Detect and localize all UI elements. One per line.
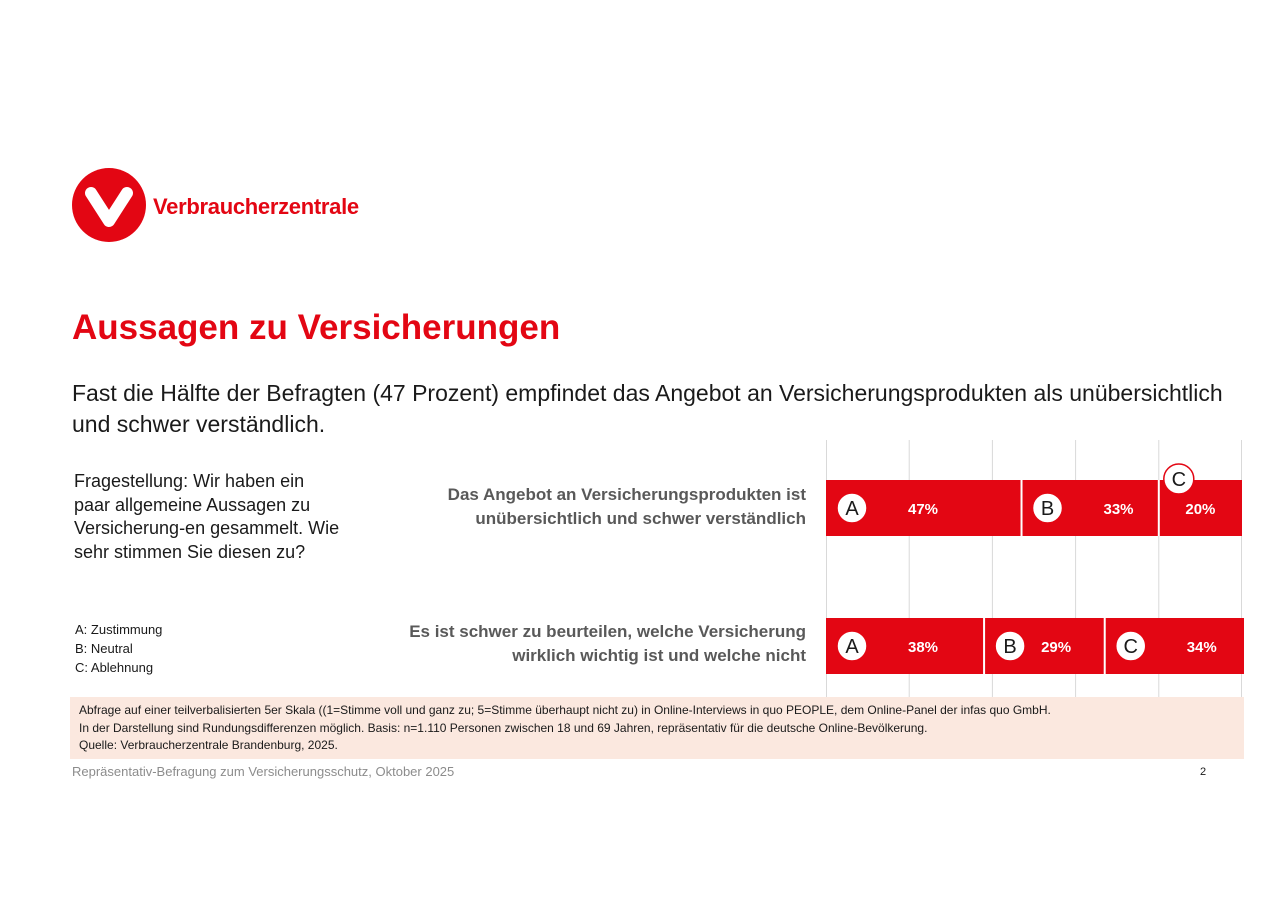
legend-item-b: B: Neutral bbox=[75, 641, 133, 656]
category-label-1 bbox=[306, 620, 806, 668]
category-label-line: Es ist schwer zu beurteilen, welche Versicherung bbox=[409, 622, 806, 641]
answer-legend bbox=[75, 620, 162, 677]
series-badge-letter: C bbox=[1171, 469, 1187, 491]
legend-item-a: A: Zustimmung bbox=[75, 622, 163, 637]
legend-item-c: C: Ablehnung bbox=[75, 660, 154, 675]
data-label: 20% bbox=[1185, 501, 1216, 518]
page-subtitle: Fast die Hälfte der Befragten (47 Prozent) empfindet das Angebot an Versicherungsprodukten als unübersichtlich und schwer verständlich. bbox=[72, 380, 1223, 437]
category-label-line: wirklich wichtig ist und welche nicht bbox=[512, 646, 806, 665]
page-title: Aussagen zu Versicherungen bbox=[72, 308, 561, 347]
category-label-line: unübersichtlich und schwer verständlich bbox=[475, 509, 806, 528]
footer-text: Repräsentativ-Befragung zum Versicherungsschutz, Oktober 2025 bbox=[72, 764, 455, 779]
category-label-line: Das Angebot an Versicherungsprodukten ist bbox=[447, 485, 806, 504]
data-label: 33% bbox=[1103, 501, 1134, 518]
category-label-0 bbox=[306, 483, 806, 531]
question-text: Fragestellung: Wir haben ein paar allgemeine Aussagen zu Versicherung-en gesammelt. Wie sehr stimmen Sie diesen zu? bbox=[74, 471, 340, 562]
note-line: Quelle: Verbraucherzentrale Brandenburg, 2025. bbox=[79, 738, 338, 752]
data-label: 47% bbox=[907, 501, 939, 518]
series-badge-letter: A bbox=[845, 636, 859, 658]
series-badge-letter: C bbox=[1123, 636, 1138, 658]
note-line: In der Darstellung sind Rundungsdifferenzen möglich. Basis: n=1.110 Personen zwischen 18 und 69 Jahren, repräsentativ für die deutsche Online-Bevölkerung. bbox=[79, 720, 928, 735]
data-label: 34% bbox=[1186, 639, 1217, 656]
note-line: Abfrage auf einer teilverbalisierten 5er Skala ((1=Stimme voll und ganz zu; 5=Stimme überhaupt nicht zu) in Online-Interviews in quo PEOPLE, dem Online-Panel der infas quo GmbH. bbox=[79, 703, 1051, 717]
data-label: 38% bbox=[907, 639, 939, 656]
series-badge-letter: B bbox=[1003, 636, 1017, 658]
methodology-note bbox=[70, 697, 1244, 759]
brand-name: Verbraucherzentrale bbox=[153, 194, 359, 219]
data-label: 29% bbox=[1041, 639, 1072, 656]
stacked-bar-chart bbox=[826, 440, 1244, 698]
page-number: 2 bbox=[1200, 766, 1207, 778]
series-badge-letter: A bbox=[845, 498, 859, 520]
series-badge-letter: B bbox=[1040, 498, 1055, 520]
verbraucherzentrale-logo bbox=[72, 168, 146, 242]
